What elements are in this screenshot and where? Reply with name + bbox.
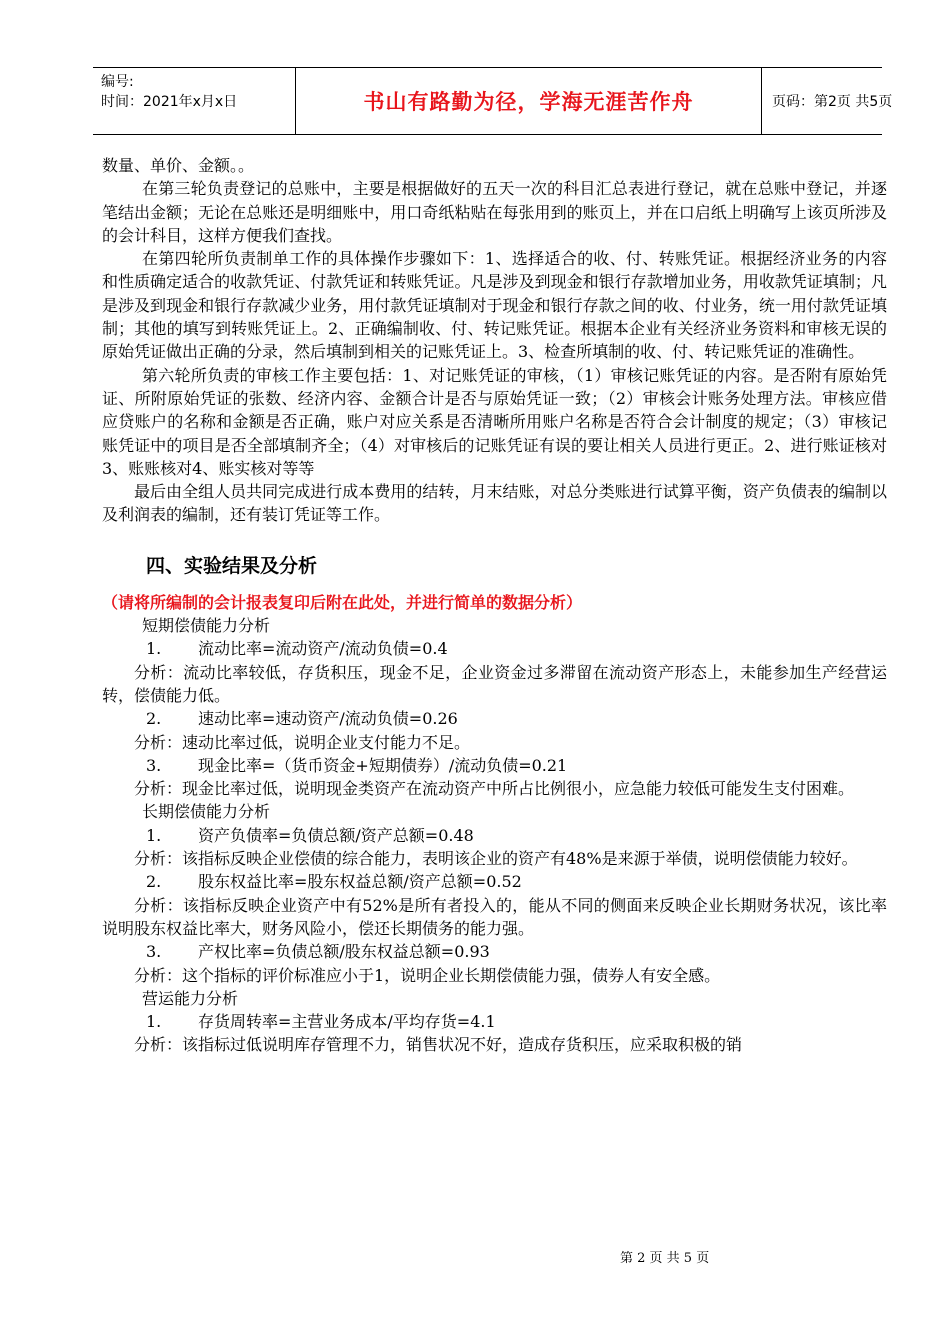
- list-item: [102, 637, 887, 660]
- time-label: 时间：2021年x月x日: [101, 94, 238, 110]
- item-number: 1.: [146, 639, 162, 659]
- analysis-text: 分析：现金比率过低，说明现金类资产在流动资产中所占比例很小，应急能力较低可能发生支付困难。: [134, 779, 855, 799]
- item-number: 1.: [146, 1012, 162, 1032]
- subsection-title: 营运能力分析: [142, 988, 239, 1008]
- paragraph: 最后由全组人员共同完成进行成本费用的结转，月末结账，对总分类账进行试算平衡，资产负债表的编制以及利润表的编制，还有装订凭证等工作。: [102, 482, 887, 525]
- item-text: 股东权益比率=股东权益总额/资产总额=0.52: [198, 872, 522, 892]
- list-item: [102, 707, 887, 730]
- analysis-text: 分析：该指标反映企业偿债的综合能力，表明该企业的资产有48%是来源于举债，说明偿债能力较好。: [134, 849, 858, 869]
- analysis-text: 分析：这个指标的评价标准应小于1，说明企业长期偿债能力强，债券人有安全感。: [134, 965, 721, 985]
- instruction-note: （请将所编制的会计报表复印后附在此处，并进行简单的数据分析）: [102, 592, 583, 612]
- section-heading: 四、实验结果及分析: [146, 554, 318, 577]
- page-footer: 第 2 页 共 5 页: [620, 1251, 710, 1266]
- item-number: 3.: [146, 755, 162, 775]
- item-text: 产权比率=负债总额/股东权益总额=0.93: [198, 942, 490, 962]
- paragraph: 在第三轮负责登记的总账中，主要是根据做好的五天一次的科目汇总表进行登记，就在总账中登记，并逐笔结出金额；无论在总账还是明细账中，用口奇纸粘贴在每张用到的账页上，并在口启纸上明确写上该页所涉及的会计科目，这样方便我们查找。: [102, 179, 887, 245]
- item-text: 现金比率=（货币资金+短期债券）/流动负债=0.21: [198, 755, 568, 775]
- document-body: [102, 154, 887, 1057]
- header-page-label: 页码：第2页 共5页: [772, 94, 893, 110]
- item-text: 资产负债率=负债总额/资产总额=0.48: [198, 825, 474, 845]
- subsection-title: 长期偿债能力分析: [142, 802, 271, 822]
- item-number: 2.: [146, 872, 162, 892]
- subsection-title: 短期偿债能力分析: [142, 616, 271, 636]
- list-item: [102, 1010, 887, 1033]
- analysis-text: 分析：该指标过低说明库存管理不力，销售状况不好，造成存货积压，应采取积极的销: [134, 1035, 743, 1055]
- list-item: [102, 754, 887, 777]
- paragraph: 数量、单价、金额。。: [102, 156, 255, 175]
- item-text: 速动比率=速动资产/流动负债=0.26: [198, 709, 458, 729]
- paragraph: 第六轮所负责的审核工作主要包括：1、对记账凭证的审核，（1）审核记账凭证的内容。是否附有原始凭证、所附原始凭证的张数、经济内容、金额合计是否与原始凭证一致；（2）审核会计账务处理方法。审核应借应贷账户的名称和金额是否正确，账户对应关系是否清晰所用账户名称是否符合会计制度的规定；（3）审核记账凭证中的项目是否全部填制齐全；（4）对审核后的记账凭证有误的要让相关人员进行更正。2、进行账证核对3、账账核对4、账实核对等等: [102, 365, 887, 478]
- item-text: 流动比率=流动资产/流动负债=0.4: [198, 639, 448, 659]
- item-text: 存货周转率=主营业务成本/平均存货=4.1: [198, 1012, 496, 1032]
- serial-label: 编号:: [101, 74, 134, 90]
- list-item: [102, 824, 887, 847]
- analysis-text: 分析：该指标反映企业资产中有52%是所有者投入的，能从不同的侧面来反映企业长期财务状况，该比率说明股东权益比率大，财务风险小，偿还长期债务的能力强。: [102, 895, 887, 938]
- page-header: [93, 67, 893, 135]
- header-meta: [93, 68, 296, 134]
- paragraph: 在第四轮所负责制单工作的具体操作步骤如下：1、选择适合的收、付、转账凭证。根据经济业务的内容和性质确定适合的收款凭证、付款凭证和转账凭证。凡是涉及到现金和银行存款增加业务，用收款凭证填制；凡是涉及到现金和银行存款减少业务，用付款凭证填制对于现金和银行存款之间的收、付业务，统一用付款凭证填制；其他的填写到转账凭证上。2、正确编制收、付、转记账凭证。根据本企业有关经济业务资料和审核无误的原始凭证做出正确的分录，然后填制到相关的记账凭证上。3、检查所填制的收、付、转记账凭证的准确性。: [102, 249, 887, 362]
- item-number: 3.: [146, 942, 162, 962]
- analysis-text: 分析：流动比率较低，存货积压，现金不足，企业资金过多滞留在流动资产形态上，未能参加生产经营运转，偿债能力低。: [102, 662, 887, 705]
- analysis-text: 分析：速动比率过低，说明企业支付能力不足。: [134, 732, 471, 752]
- list-item: [102, 940, 887, 963]
- header-motto: 书山有路勤为径，学海无涯苦作舟: [296, 68, 762, 134]
- item-number: 2.: [146, 709, 162, 729]
- list-item: [102, 870, 887, 893]
- item-number: 1.: [146, 825, 162, 845]
